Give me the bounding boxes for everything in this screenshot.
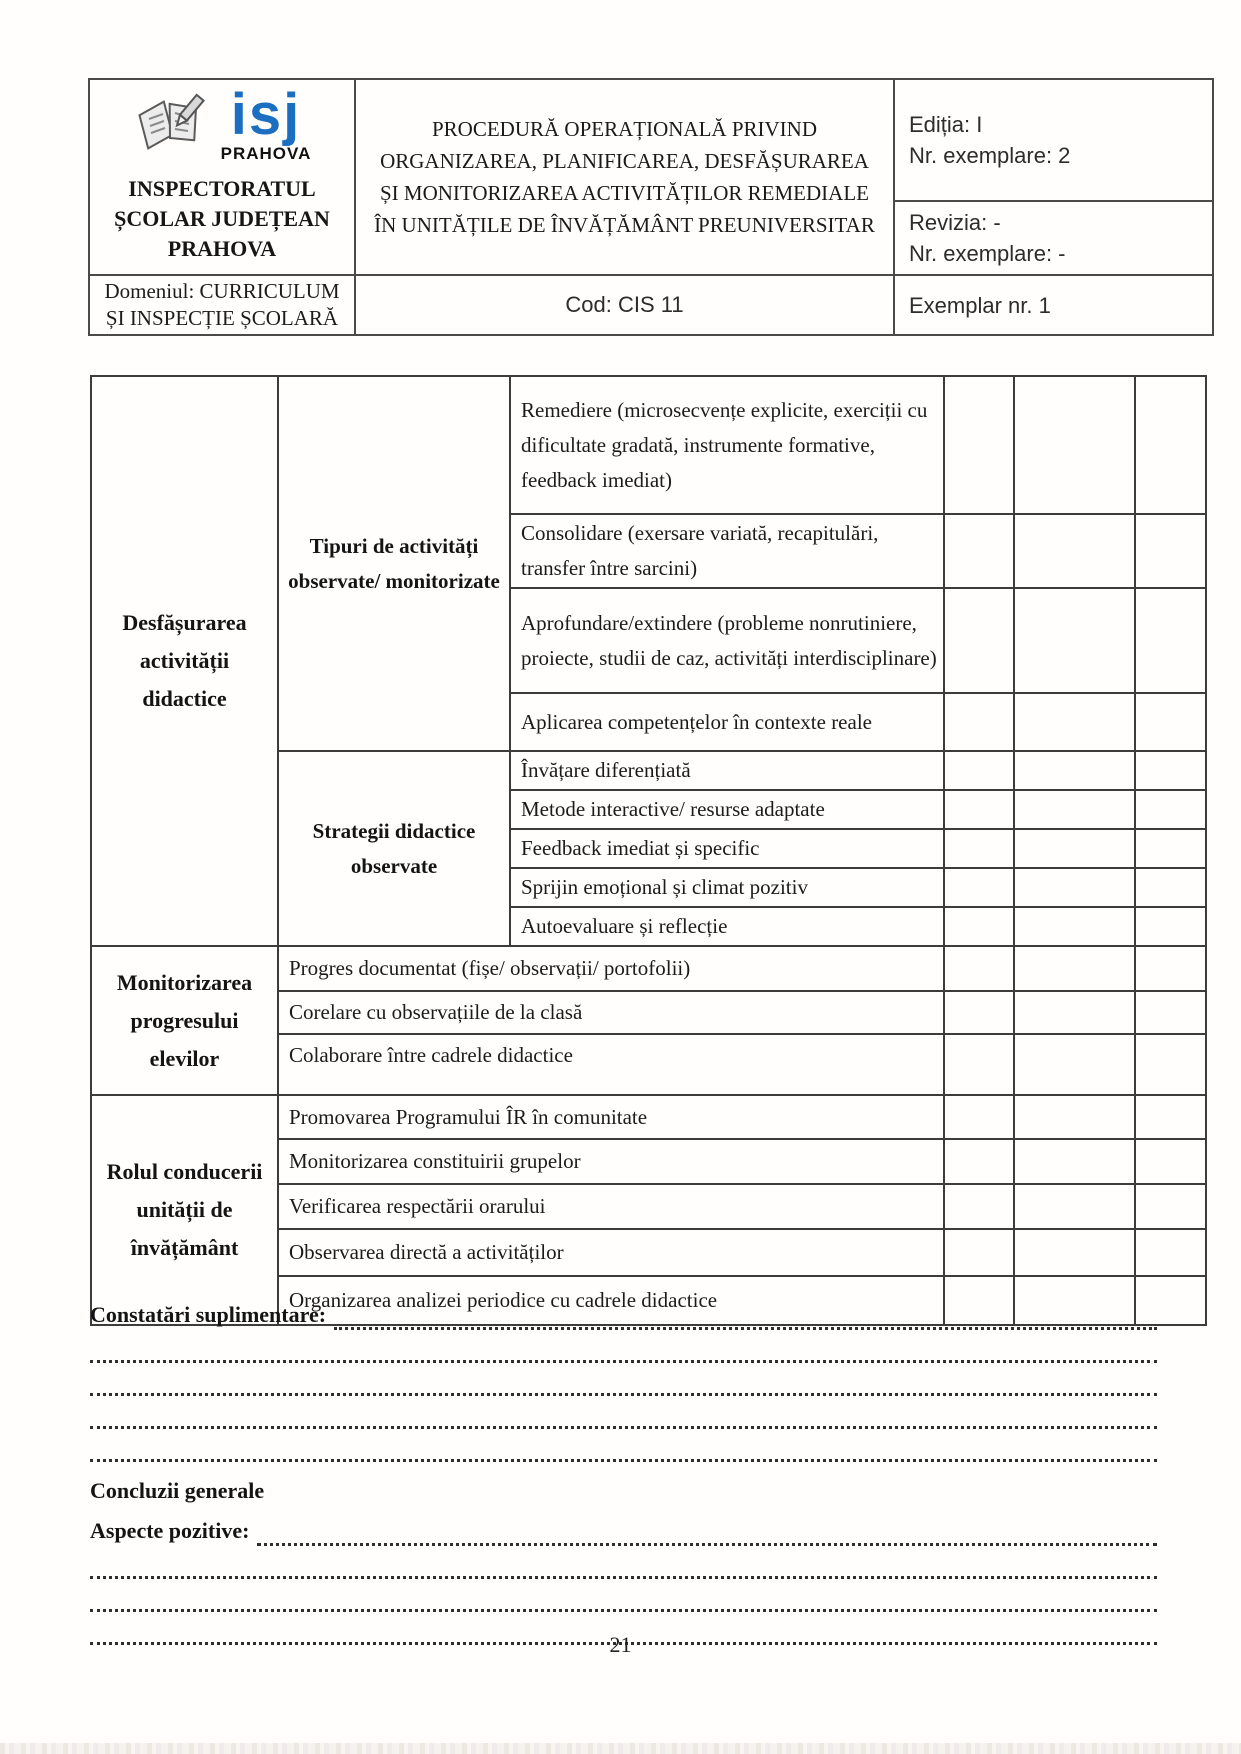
check-cell [1014,1184,1135,1229]
check-cell [1014,376,1135,514]
exemplar-cell: Exemplar nr. 1 [894,275,1213,335]
check-cell [1014,829,1135,868]
check-cell [944,588,1014,693]
check-cell [1135,1229,1206,1276]
item-cell: Promovarea Programului ÎR în comunitate [278,1095,944,1139]
item-cell: Verificarea respectării orarului [278,1184,944,1229]
check-cell [944,907,1014,946]
check-cell [1014,1229,1135,1276]
check-cell [1135,1034,1206,1095]
check-cell [1135,1139,1206,1184]
checklist-table [90,375,1207,1326]
isj-logo-text: isj [230,82,302,147]
check-cell [944,868,1014,907]
editia-value: Ediția: I [909,111,983,137]
item-cell: Corelare cu observațiile de la clasă [278,991,944,1034]
check-cell [1014,1095,1135,1139]
check-cell [944,991,1014,1034]
item-cell: Consolidare (exersare variată, recapitulări, transfer între sarcini) [510,514,944,588]
check-cell [944,1095,1014,1139]
concluzii-label: Concluzii generale [90,1478,265,1503]
check-cell [1014,790,1135,829]
logo-cell [89,79,355,275]
check-cell [1135,588,1206,693]
check-cell [1135,868,1206,907]
check-cell [1135,946,1206,991]
check-cell [944,946,1014,991]
aspecte-label: Aspecte pozitive: [90,1518,250,1543]
dotted-writing-line [257,1519,1157,1546]
check-cell [1135,751,1206,790]
check-cell [1135,790,1206,829]
check-cell [1014,907,1135,946]
item-cell: Monitorizarea constituirii grupelor [278,1139,944,1184]
category-cell: Desfășurarea activității didactice [91,376,278,946]
item-cell: Progres documentat (fișe/ observații/ portofolii) [278,946,944,991]
item-cell: Autoevaluare și reflecție [510,907,944,946]
check-cell [944,514,1014,588]
check-cell [1014,1034,1135,1095]
item-cell: Învățare diferențiată [510,751,944,790]
item-cell: Feedback imediat și specific [510,829,944,868]
document-title: PROCEDURĂ OPERAȚIONALĂ PRIVIND ORGANIZAREA, PLANIFICAREA, DESFĂȘURAREA ȘI MONITORIZAREA ACTIVITĂȚILOR REMEDIALE ÎN UNITĂȚILE DE ÎNVĂȚĂMÂNT PREUNIVERSITAR [374,117,875,237]
check-cell [944,829,1014,868]
item-cell: Observarea directă a activităților [278,1229,944,1276]
revizia-exemplare-value: Nr. exemplare: - [909,240,1066,266]
check-cell [944,790,1014,829]
item-cell: Aplicarea competențelor în contexte reale [510,693,944,751]
dotted-writing-line [90,1333,1157,1363]
check-cell [1014,1139,1135,1184]
dotted-writing-line [90,1549,1157,1579]
check-cell [1135,991,1206,1034]
document-title-cell [355,79,894,275]
prahova-logo-text: PRAHOVA [220,144,312,163]
check-cell [944,751,1014,790]
item-cell: Metode interactive/ resurse adaptate [510,790,944,829]
check-cell [1014,514,1135,588]
constatari-label: Constatări suplimentare: [90,1302,327,1327]
category-cell: Monitorizarea progresului elevilor [91,946,278,1095]
domeniu-cell: Domeniul: CURRICULUM ȘI INSPECȚIE ȘCOLARĂ [89,275,355,335]
check-cell [1014,751,1135,790]
check-cell [1014,588,1135,693]
check-cell [1135,376,1206,514]
open-book-pencil-icon [133,93,211,160]
check-cell [1135,1095,1206,1139]
notes-section [90,1300,1157,1645]
cod-cell: Cod: CIS 11 [355,275,894,335]
check-cell [1014,693,1135,751]
editia-exemplare-value: Nr. exemplare: 2 [909,142,1071,168]
header-table [88,78,1214,336]
item-cell: Remediere (microsecvențe explicite, exerciții cu dificultate gradată, instrumente formative, feedback imediat) [510,376,944,514]
item-cell: Organizarea analizei periodice cu cadrele didactice [278,1276,944,1325]
check-cell [944,1139,1014,1184]
item-cell: Colaborare între cadrele didactice [278,1034,944,1095]
check-cell [944,693,1014,751]
check-cell [944,1034,1014,1095]
scanner-noise-band [0,1743,1241,1754]
check-cell [1135,829,1206,868]
check-cell [944,1184,1014,1229]
check-cell [1135,693,1206,751]
check-cell [1135,1184,1206,1229]
dotted-writing-line [90,1399,1157,1429]
check-cell [1014,868,1135,907]
revizia-cell [894,201,1213,275]
dotted-writing-line [90,1432,1157,1462]
group-cell: Tipuri de activități observate/ monitorizate [278,376,510,751]
editia-cell [894,79,1213,201]
revizia-value: Revizia: - [909,209,1001,235]
dotted-writing-line [90,1582,1157,1612]
institution-name: INSPECTORATUL ȘCOLAR JUDEȚEAN PRAHOVA [114,176,330,261]
check-cell [1135,514,1206,588]
page-number: 21 [609,1632,632,1657]
check-cell [1014,946,1135,991]
item-cell: Aprofundare/extindere (probleme nonrutiniere, proiecte, studii de caz, activități interdisciplinare) [510,588,944,693]
dotted-writing-line [90,1366,1157,1396]
group-cell: Strategii didactice observate [278,751,510,946]
check-cell [1014,991,1135,1034]
category-cell: Rolul conducerii unității de învățământ [91,1095,278,1325]
dotted-writing-line [334,1303,1157,1330]
item-cell: Sprijin emoțional și climat pozitiv [510,868,944,907]
check-cell [944,1229,1014,1276]
check-cell [944,376,1014,514]
check-cell [1135,907,1206,946]
